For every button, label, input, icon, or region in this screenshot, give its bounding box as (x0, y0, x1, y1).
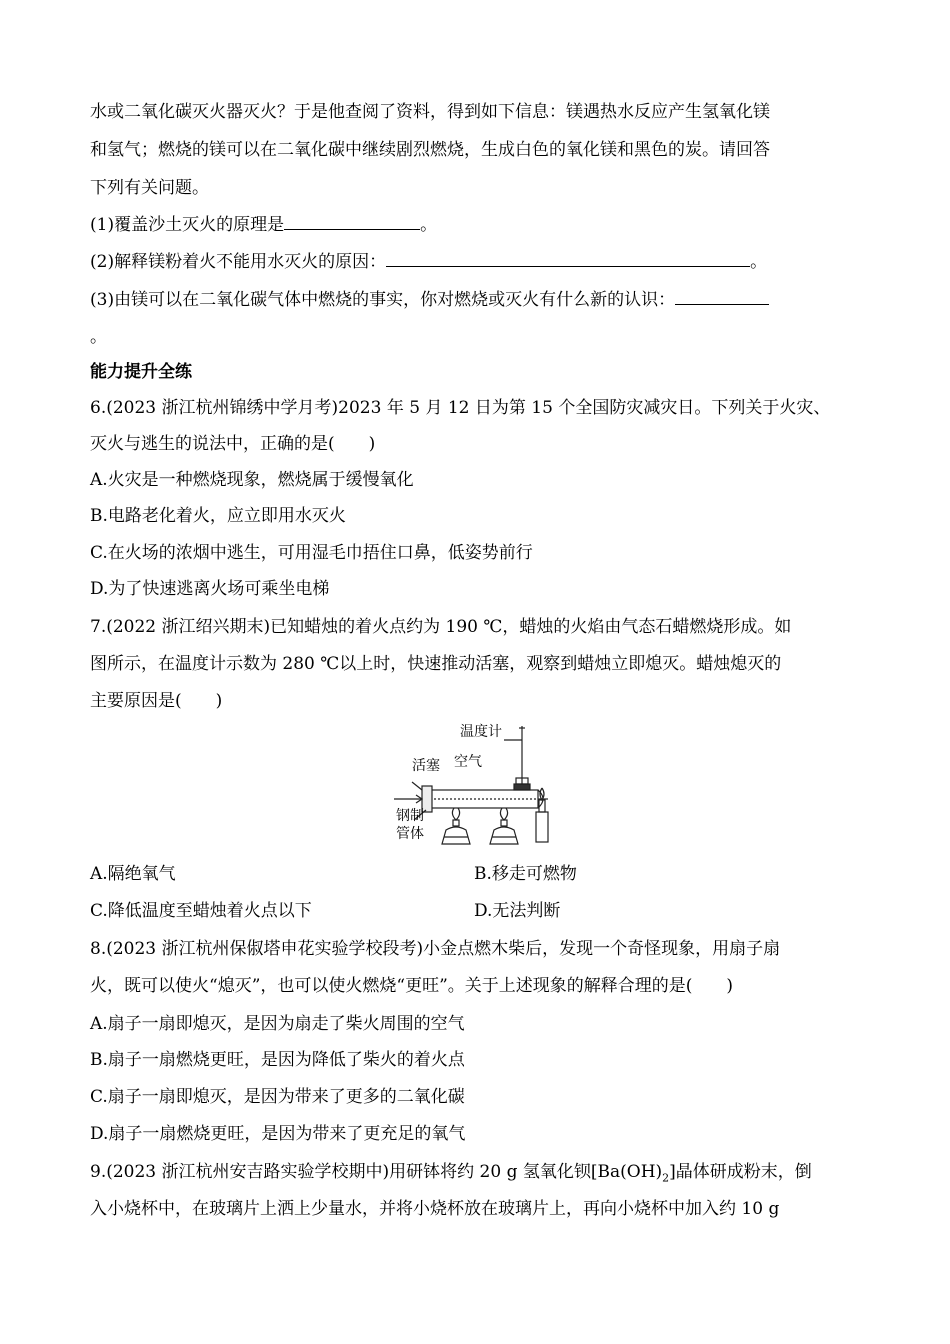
q8-option-b: B.扇子一扇燃烧更旺，是因为降低了柴火的着火点 (90, 1050, 465, 1070)
section-title: 能力提升全练 (90, 362, 192, 382)
q7-stem-2: 图所示，在温度计示数为 280 ℃以上时，快速推动活塞，观察到蜡烛立即熄灭。蜡烛熄灭的 (90, 654, 782, 674)
q7-option-d: D.无法判断 (474, 901, 561, 921)
answer-blank-1[interactable] (284, 213, 420, 230)
q6-option-c: C.在火场的浓烟中逃生，可用湿毛巾捂住口鼻，低姿势前行 (90, 543, 533, 563)
q6-stem-1: 6.(2023 浙江杭州锦绣中学月考)2023 年 5 月 12 日为第 15 个全国防灾减灾日。下列关于火灾、 (90, 398, 831, 418)
q9-stem-1-pre: 9.(2023 浙江杭州安吉路实验学校期中)用研钵将约 20 g 氢氧化钡[Ba(OH) (90, 1162, 663, 1182)
q8-option-d: D.扇子一扇燃烧更旺，是因为带来了更充足的氧气 (90, 1124, 466, 1144)
q5-sub-1-text: (1)覆盖沙土灭火的原理是 (90, 215, 285, 235)
q9-stem-2: 入小烧杯中，在玻璃片上洒上少量水，并将小烧杯放在玻璃片上，再向小烧杯中加入约 10 g (90, 1199, 780, 1219)
thermometer-label: 温度计 (460, 724, 502, 740)
q5-sub-1-end: 。 (420, 215, 438, 235)
q9-subscript: 2 (662, 1171, 670, 1185)
q7-option-c: C.降低温度至蜡烛着火点以下 (90, 901, 312, 921)
air-label: 空气 (454, 754, 482, 770)
q6-option-a: A.火灾是一种燃烧现象，燃烧属于缓慢氧化 (90, 470, 414, 490)
answer-blank-3[interactable] (675, 288, 769, 305)
steel-label-2: 管体 (396, 826, 424, 842)
q8-stem-2: 火，既可以使火“熄灭”，也可以使火燃烧“更旺”。关于上述现象的解释合理的是( ) (90, 976, 734, 996)
q7-option-a: A.隔绝氧气 (90, 864, 176, 884)
q5-sub-3 (90, 288, 769, 312)
q5-sub-3-end: 。 (90, 327, 107, 347)
q5-sub-2 (90, 250, 767, 274)
q7-option-b: B.移走可燃物 (474, 864, 577, 884)
q9-stem-1-post: ]晶体研成粉末，倒 (669, 1162, 812, 1182)
steel-label-1: 钢制 (396, 808, 424, 824)
q8-stem-1: 8.(2023 浙江杭州保俶塔申花实验学校段考)小金点燃木柴后，发现一个奇怪现象，用扇子扇 (90, 939, 781, 959)
q8-option-c: C.扇子一扇即熄灭，是因为带来了更多的二氧化碳 (90, 1087, 465, 1107)
q9-stem-1 (90, 1160, 812, 1190)
q6-option-b: B.电路老化着火，应立即用水灭火 (90, 506, 346, 526)
experiment-figure (392, 720, 564, 848)
intro-line-3: 下列有关问题。 (90, 178, 209, 198)
intro-line-2: 和氢气；燃烧的镁可以在二氧化碳中继续剧烈燃烧，生成白色的氧化镁和黑色的炭。请回答 (90, 140, 770, 160)
q5-sub-3-text: (3)由镁可以在二氧化碳气体中燃烧的事实，你对燃烧或灭火有什么新的认识： (90, 290, 676, 310)
q6-stem-2: 灭火与逃生的说法中，正确的是( ) (90, 434, 376, 454)
q7-stem-3: 主要原因是( ) (90, 691, 223, 711)
piston-label: 活塞 (412, 758, 440, 774)
q8-option-a: A.扇子一扇即熄灭，是因为扇走了柴火周围的空气 (90, 1014, 465, 1034)
q6-option-d: D.为了快速逃离火场可乘坐电梯 (90, 579, 330, 599)
intro-line-1: 水或二氧化碳灭火器灭火？于是他查阅了资料，得到如下信息：镁遇热水反应产生氢氧化镁 (90, 102, 770, 122)
answer-blank-2[interactable] (386, 250, 750, 267)
q5-sub-1 (90, 213, 437, 237)
q7-stem-1: 7.(2022 浙江绍兴期末)已知蜡烛的着火点约为 190 ℃，蜡烛的火焰由气态石蜡燃烧形成。如 (90, 617, 792, 637)
q5-sub-2-text: (2)解释镁粉着火不能用水灭火的原因： (90, 252, 387, 272)
q5-sub-2-end: 。 (750, 252, 768, 272)
